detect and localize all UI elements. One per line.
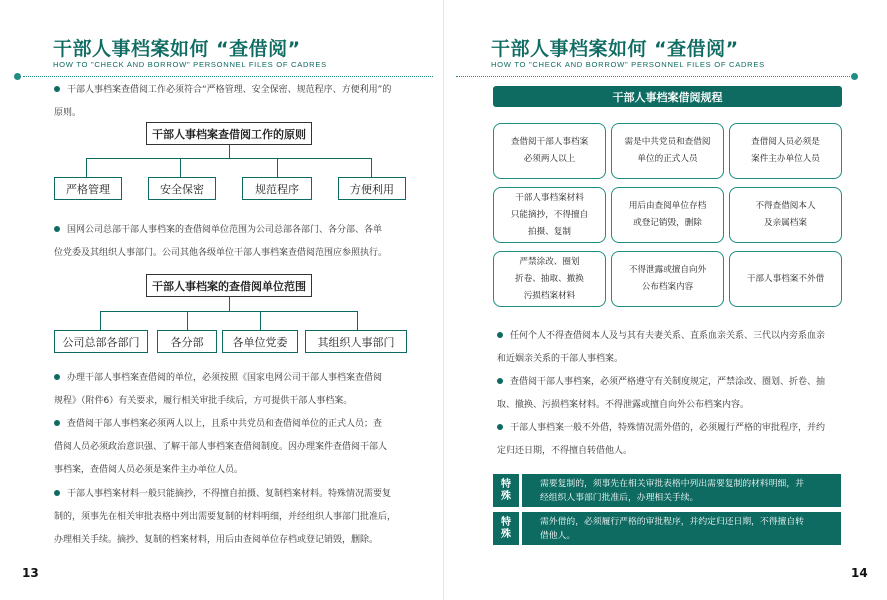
rule-card: 干部人事档案不外借 — [729, 251, 842, 307]
rules-banner: 干部人事档案借阅规程 — [493, 86, 842, 107]
rule-card: 查借阅人员必须是 案件主办单位人员 — [729, 123, 842, 179]
special-tag: 特 殊 — [493, 474, 519, 507]
paragraph-copying: 干部人事档案材料一般只能摘抄，不得擅自拍摄、复制档案材料。特殊情况需要复 制的，须事先在相关审批表格中列出需要复制的材料明细，并经组织人事部门批准后， 办理相关手续。摘抄、复制的档案材料，用后由查阅单位存档或登记销毁，删除。 — [54, 489, 397, 545]
diagram-title-box: 干部人事档案查借阅工作的原则 — [146, 122, 312, 145]
scope-item: 公司总部各部门 — [54, 330, 148, 353]
rule-card: 严禁涂改、圈划 折卷、抽取、撤换 污损档案材料 — [493, 251, 606, 307]
paragraph-requirements: 查借阅干部人事档案必须两人以上，且系中共党员和查借阅单位的正式人员；查 借阅人员必须政治意识强、了解干部人事档案查借阅制度。因办理案件查借阅干部人 事档案，查借阅人员必须是案件主办单位人员。 — [54, 419, 388, 475]
bullet-icon — [54, 374, 60, 380]
principle-item: 安全保密 — [148, 177, 216, 200]
page-subtitle: HOW TO "CHECK AND BORROW" PERSONNEL FILES OF CADRES — [491, 60, 765, 69]
dotted-divider — [456, 76, 850, 77]
special-case-copy — [493, 474, 841, 507]
rule-card: 需是中共党员和查借阅 单位的正式人员 — [611, 123, 724, 179]
paragraph-principles: 干部人事档案查借阅工作必须符合“严格管理、安全保密、规范程序、方便利用”的 原则。 — [54, 85, 392, 118]
scope-item: 各分部 — [157, 330, 217, 353]
bullet-icon — [54, 490, 60, 496]
bullet-icon — [54, 420, 60, 426]
paragraph-procedure: 办理干部人事档案查借阅的单位，必须按照《国家电网公司干部人事档案查借阅 规程》（附件6）有关要求，履行相关审批手续后，方可提供干部人事档案。 — [54, 373, 383, 406]
principle-item: 方便利用 — [338, 177, 406, 200]
right-page — [444, 0, 887, 600]
page-title: 干部人事档案如何 “查借阅” — [491, 38, 739, 60]
rule-card: 不得泄露或擅自向外 公布档案内容 — [611, 251, 724, 307]
decor-dot — [851, 73, 858, 80]
left-page — [0, 0, 443, 600]
rule-card: 查借阅干部人事档案 必须两人以上 — [493, 123, 606, 179]
decor-dot — [14, 73, 21, 80]
page-number: 14 — [851, 566, 868, 580]
page-subtitle: HOW TO "CHECK AND BORROW" PERSONNEL FILES OF CADRES — [53, 60, 327, 69]
page-title: 干部人事档案如何 “查借阅” — [53, 38, 301, 60]
diagram-title-box: 干部人事档案的查借阅单位范围 — [146, 274, 312, 297]
bullet-icon — [497, 332, 503, 338]
paragraph-lending: 干部人事档案一般不外借，特殊情况需外借的，必须履行严格的审批程序，并约 定归还日期，不得擅自转借他人。 — [497, 423, 826, 456]
special-tag: 特 殊 — [493, 512, 519, 545]
page-number: 13 — [22, 566, 39, 580]
rule-card: 用后由查阅单位存档 或登记销毁，删除 — [611, 187, 724, 243]
bullet-icon — [497, 378, 503, 384]
bullet-icon — [497, 424, 503, 430]
paragraph-rules: 查借阅干部人事档案，必须严格遵守有关制度规定，严禁涂改、圈划、折卷、抽 取、撤换、污损档案材料。不得泄露或擅自向外公布档案内容。 — [497, 377, 826, 410]
bullet-icon — [54, 226, 60, 232]
paragraph-relatives: 任何个人不得查借阅本人及与其有夫妻关系、直系血亲关系、三代以内旁系血亲 和近姻亲关系的干部人事档案。 — [497, 331, 826, 364]
special-case-lend — [493, 512, 841, 545]
principle-item: 规范程序 — [242, 177, 312, 200]
rule-card: 不得查借阅本人 及亲属档案 — [729, 187, 842, 243]
paragraph-scope: 国网公司总部干部人事档案的查借阅单位范围为公司总部各部门、各分部、各单 位党委及其组织人事部门。公司其他各级单位干部人事档案查借阅范围应参照执行。 — [54, 225, 388, 258]
bullet-icon — [54, 86, 60, 92]
rule-card: 干部人事档案材料 只能摘抄，不得擅自 拍摄、复制 — [493, 187, 606, 243]
scope-item: 其组织人事部门 — [305, 330, 407, 353]
special-text: 需要复制的，须事先在相关审批表格中列出需要复制的材料明细，并 经组织人事部门批准后，办理相关手续。 — [522, 474, 841, 507]
principle-item: 严格管理 — [54, 177, 122, 200]
special-text: 需外借的，必须履行严格的审批程序，并约定归还日期，不得擅自转 借他人。 — [522, 512, 841, 545]
scope-item: 各单位党委 — [222, 330, 298, 353]
dotted-divider — [23, 76, 433, 77]
